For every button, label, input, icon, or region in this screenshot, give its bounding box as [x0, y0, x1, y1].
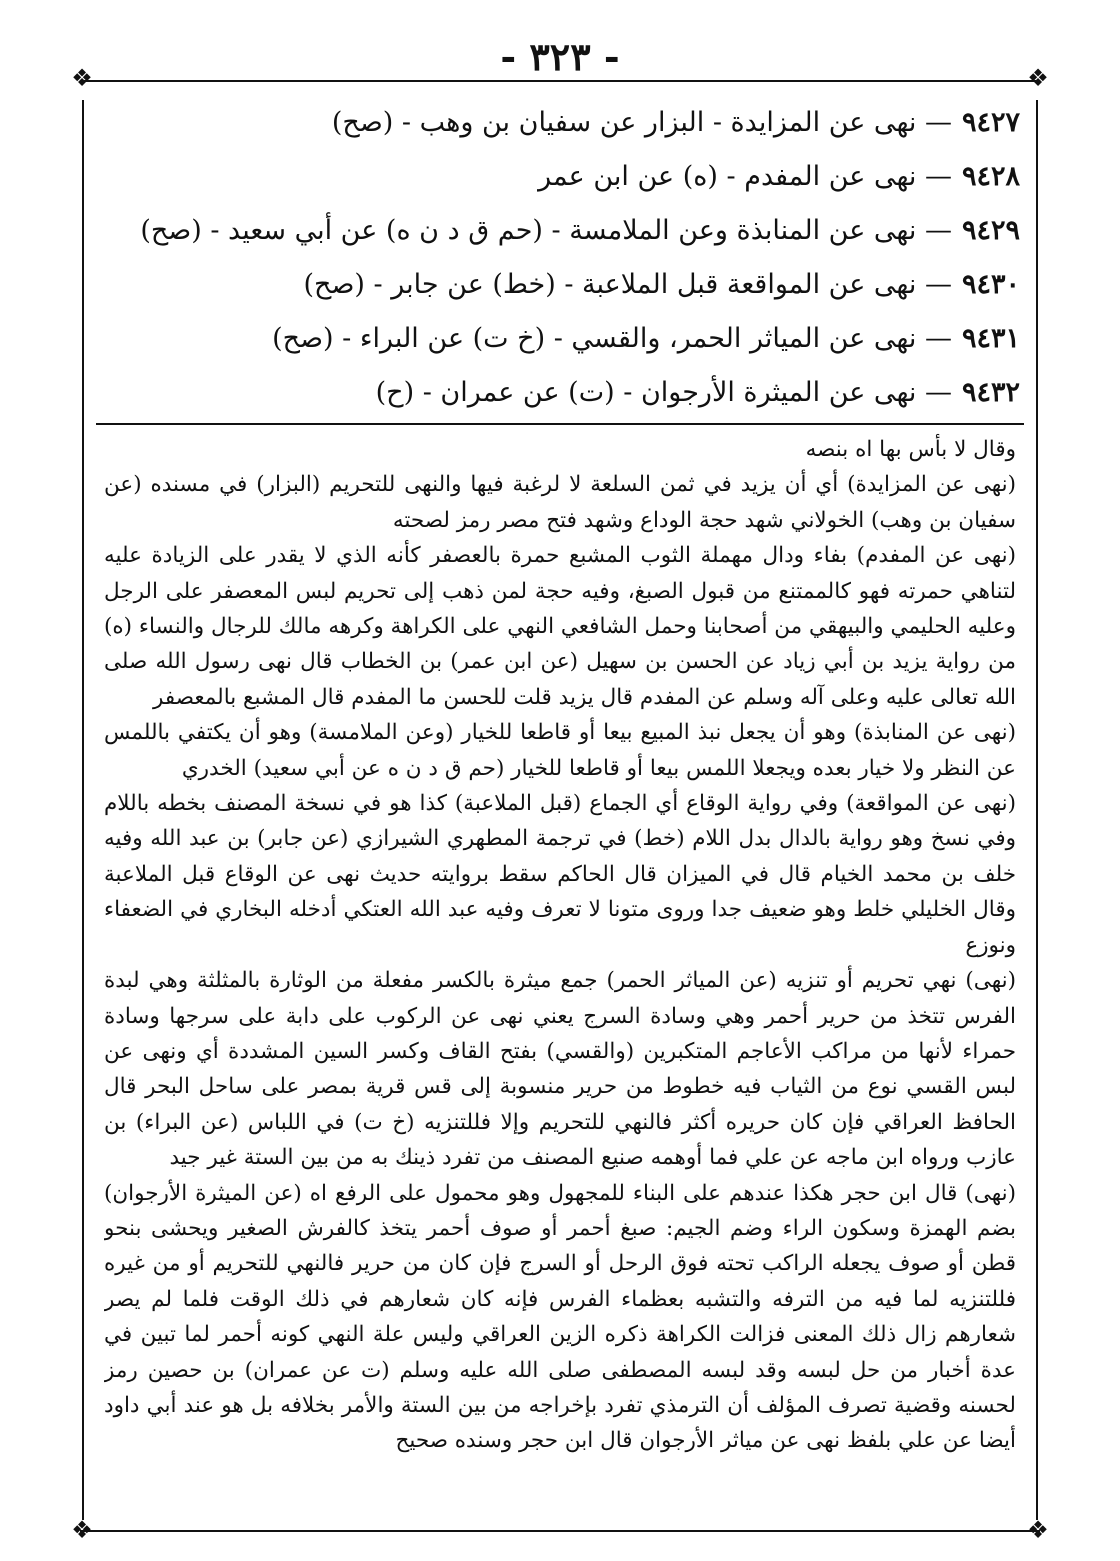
- commentary-paragraph: وقال لا بأس بها اه بنصه: [805, 437, 1016, 462]
- commentary-paragraph: (نهى) نهي تحريم أو تنزيه (عن المياثر الحمر) جمع ميثرة بالكسر مفعلة من الوثارة بالمثلثة وهي لبدة الفرس تتخذ من حرير أحمر وهي وسادة السرج يعني نهى عن الركوب على دابة على سرجها وسادة حمراء لأنها من مراكب الأعاجم المتكبرين (والقسي) بفتح القاف وكسر السين المشددة أي ونهى عن لبس القسي نوع من الثياب فيه خطوط من حرير منسوبة إلى قس قرية بمصر على ساحل البحر قال الحافظ العراقي فإن كان حريره أكثر فالنهي للتحريم وإلا فللتنزيه (خ ت) في اللباس (عن البراء) بن عازب ورواه ابن ماجه عن علي فما أوهمه صنيع المصنف من تفرد ذينك به من بين الستة غير جيد: [104, 968, 1016, 1171]
- hadith-entry: [100, 204, 1020, 258]
- hadith-text: — نهى عن المفدم - (ه) عن ابن عمر: [538, 161, 952, 192]
- commentary-paragraph: (نهى عن المفدم) بفاء ودال مهملة الثوب المشبع حمرة بالعصفر كأنه الذي لا يقدر على الزيادة عليه لتناهي حمرته فهو كالممتنع من قبول الصبغ، وفيه حجة لمن ذهب إلى تحريم لبس المعصفر على الرجل وعليه الحليمي والبيهقي من أصحابنا وحمل الشافعي النهي على الكراهة وكرهه مالك للرجال والنساء (ه) من رواية يزيد بن أبي زياد عن الحسن بن سهيل (عن ابن عمر) بن الخطاب قال نهى رسول الله صلى الله تعالى عليه وعلى آله وسلم عن المفدم قال يزيد قلت للحسن ما المفدم قال المشبع بالمعصفر: [104, 543, 1016, 710]
- commentary-paragraph: (نهى عن المزايدة) أي أن يزيد في ثمن السلعة لا لرغبة فيها والنهى للتحريم (البزار) في مسنده (عن سفيان بن وهب) الخولاني شهد حجة الوداع وشهد فتح مصر رمز لصحته: [104, 472, 1016, 533]
- hadith-list: [100, 96, 1020, 416]
- corner-ornament-icon: ❖: [1027, 64, 1049, 92]
- hadith-entry: [100, 96, 1020, 150]
- hadith-entry: [100, 312, 1020, 366]
- hadith-number: ٩٤٣١: [961, 323, 1020, 354]
- hadith-number: ٩٤٢٩: [961, 215, 1020, 246]
- hadith-text: — نهى عن المزايدة - البزار عن سفيان بن وهب - (صح): [331, 107, 952, 138]
- corner-ornament-icon: ❖: [71, 64, 93, 92]
- hadith-number: ٩٤٢٧: [961, 107, 1020, 138]
- hadith-number: ٩٤٣٠: [961, 269, 1020, 300]
- commentary-paragraph: (نهى عن المواقعة) وفي رواية الوقاع أي الجماع (قبل الملاعبة) كذا هو في نسخة المصنف بخطه باللام وفي نسخ وهو رواية بالدال بدل اللام (خط) في ترجمة المطهري الشيرازي (عن جابر) بن عبد الله وفيه خلف بن محمد الخيام قال في الميزان قال الحاكم سقط بروايته حديث نهى عن الوقاع قبل الملاعبة وقال الخليلي خلط وهو ضعيف جدا وروى متونا لا تعرف وفيه عبد الله العتكي أدخله البخاري في الضعفاء ونوزع: [104, 791, 1016, 958]
- section-separator: [96, 423, 1024, 425]
- hadith-number: ٩٤٣٢: [961, 377, 1020, 408]
- commentary-paragraph: (نهى عن المنابذة) وهو أن يجعل نبذ المبيع بيعا أو قاطعا للخيار (وعن الملامسة) وهو أن يكتفي باللمس عن النظر ولا خيار بعده ويجعلا اللمس بيعا أو قاطعا للخيار (حم ق د ن ه عن أبي سعيد) الخدري: [104, 720, 1016, 781]
- corner-ornament-icon: ❖: [71, 1516, 93, 1544]
- hadith-number: ٩٤٢٨: [961, 161, 1020, 192]
- commentary-text: [104, 432, 1016, 1521]
- hadith-text: — نهى عن الميثرة الأرجوان - (ت) عن عمران - (ح): [375, 377, 952, 408]
- commentary-paragraph: (نهى) قال ابن حجر هكذا عندهم على البناء للمجهول وهو محمول على الرفع اه (عن الميثرة الأرجوان) بضم الهمزة وسكون الراء وضم الجيم: صبغ أحمر أو صوف أحمر يتخذ كالفرش الصغير ويحشى بنحو قطن أو صوف يجعله الراكب تحته فوق الرحل أو السرج فإن كان من حرير فالنهي للتحريم أو من غيره فللتنزيه لما فيه من الترفه والتشبه بعظماء الفرس فإنه كان شعارهم في ذلك الوقت فلما لم يصر شعارهم زال ذلك المعنى فزالت الكراهة ذكره الزين العراقي وليس علة النهي كونه أحمر لما تبين في عدة أخبار من حل لبسه وقد لبسه المصطفى صلى الله عليه وسلم (ت عن عمران) بن حصين رمز لحسنه وقضية تصرف المؤلف أن الترمذي تفرد بإخراجه من بين الستة والأمر بخلافه بل هو عند أبي داود أيضا عن علي بلفظ نهى عن مياثر الأرجوان قال ابن حجر وسنده صحيح: [104, 1180, 1016, 1454]
- corner-ornament-icon: ❖: [1027, 1516, 1049, 1544]
- page-number: - ٣٢٣ -: [500, 34, 620, 79]
- hadith-entry: [100, 150, 1020, 204]
- hadith-text: — نهى عن المواقعة قبل الملاعبة - (خط) عن جابر - (صح): [303, 269, 952, 300]
- bottom-frame-rule: [80, 1530, 1040, 1532]
- left-frame-rule: [82, 100, 84, 1520]
- right-frame-rule: [1036, 100, 1038, 1520]
- hadith-entry: [100, 258, 1020, 312]
- hadith-text: — نهى عن المنابذة وعن الملامسة - (حم ق د ن ه) عن أبي سعيد - (صح): [140, 215, 952, 246]
- hadith-entry: [100, 366, 1020, 420]
- hadith-text: — نهى عن المياثر الحمر، والقسي - (خ ت) عن البراء - (صح): [272, 323, 952, 354]
- top-frame-rule: [80, 80, 1040, 82]
